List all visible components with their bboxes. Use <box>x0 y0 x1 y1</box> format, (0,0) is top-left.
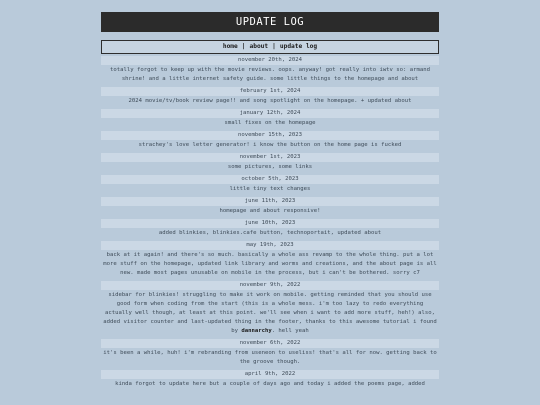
entry-text: some pictures, some links <box>227 164 313 170</box>
log-entry <box>101 219 439 239</box>
dannarchy-link[interactable]: dannarchy <box>241 328 272 334</box>
entry-text: kinda forgot to update here but a couple of days ago and today i added the poems page, added <box>115 381 425 387</box>
entry-date: november 15th, 2023 <box>101 131 439 140</box>
entry-date: june 11th, 2023 <box>101 197 439 206</box>
entry-date: february 1st, 2024 <box>101 87 439 96</box>
entry-text: small fixes on the homepage <box>224 120 316 126</box>
entry-text <box>101 290 439 337</box>
entry-date: november 9th, 2022 <box>101 281 439 290</box>
log-entry <box>101 175 439 195</box>
entry-text: added blinkies, blinkies.cafe button, technoportait, updated about <box>158 230 382 236</box>
entry-text: little tiny text changes <box>229 186 311 192</box>
log-entry <box>101 87 439 107</box>
entry-text: totally forgot to keep up with the movie reviews. oops. anyway! got really into iwtv so: armand shrine! and a little internet safety guide. some little things to the homepage and about <box>110 67 430 82</box>
entry-date: october 5th, 2023 <box>101 175 439 184</box>
entry-date: november 1st, 2023 <box>101 153 439 162</box>
nav-separator: | <box>241 43 246 50</box>
log-entries <box>101 56 439 390</box>
nav-separator: | <box>272 43 276 50</box>
log-entry <box>101 109 439 129</box>
log-entry <box>101 241 439 279</box>
entry-date: june 10th, 2023 <box>101 219 439 228</box>
page-container <box>101 12 439 390</box>
log-entry <box>101 281 439 337</box>
log-entry <box>101 131 439 151</box>
entry-text: it's been a while, huh! i'm rebranding from useneon to useliss! that's all for now. getting back to the groove though. <box>103 350 437 365</box>
log-entry <box>101 197 439 217</box>
entry-date: november 20th, 2024 <box>101 56 439 65</box>
entry-text: strachey's love letter generator! i know the button on the home page is fucked <box>138 142 402 148</box>
page-title: UPDATE LOG <box>101 12 439 32</box>
log-entry <box>101 339 439 368</box>
log-entry <box>101 56 439 85</box>
entry-text: homepage and about responsive! <box>219 208 321 214</box>
entry-text: back at it again! and there's so much. basically a whole ass revamp to the whole thing. put a lot more stuff on the homepage, updated link library and worms and creations, and the about page is all new. made most pages unusable on mobile in the process, but i can't be bothered. sorry c7 <box>103 252 437 276</box>
nav-bar <box>101 40 439 54</box>
entry-date: april 9th, 2022 <box>101 370 439 379</box>
nav-link-home[interactable]: home <box>222 43 238 50</box>
nav-link-update-log[interactable]: update log <box>279 43 318 50</box>
entry-date: may 19th, 2023 <box>101 241 439 250</box>
log-entry <box>101 370 439 390</box>
entry-date: november 6th, 2022 <box>101 339 439 348</box>
entry-text: 2024 movie/tv/book review page!! and song spotlight on the homepage. + updated about <box>128 98 412 104</box>
entry-date: january 12th, 2024 <box>101 109 439 118</box>
entry-text-part: . hell yeah <box>271 328 309 334</box>
entry-text-part: sidebar for blinkies! struggling to make it work on mobile. getting reminded that you should use good form when coding from the start (this is a whole mess. i'm too lazy to redo everything actually well though, at least at this point. we'll see when i want to add more stuff, heh!) also, added visitor counter and last-updated thing in the footer, thanks to this awesome tutorial i found by <box>103 292 437 334</box>
log-entry <box>101 153 439 173</box>
nav-link-about[interactable]: about <box>249 43 269 50</box>
